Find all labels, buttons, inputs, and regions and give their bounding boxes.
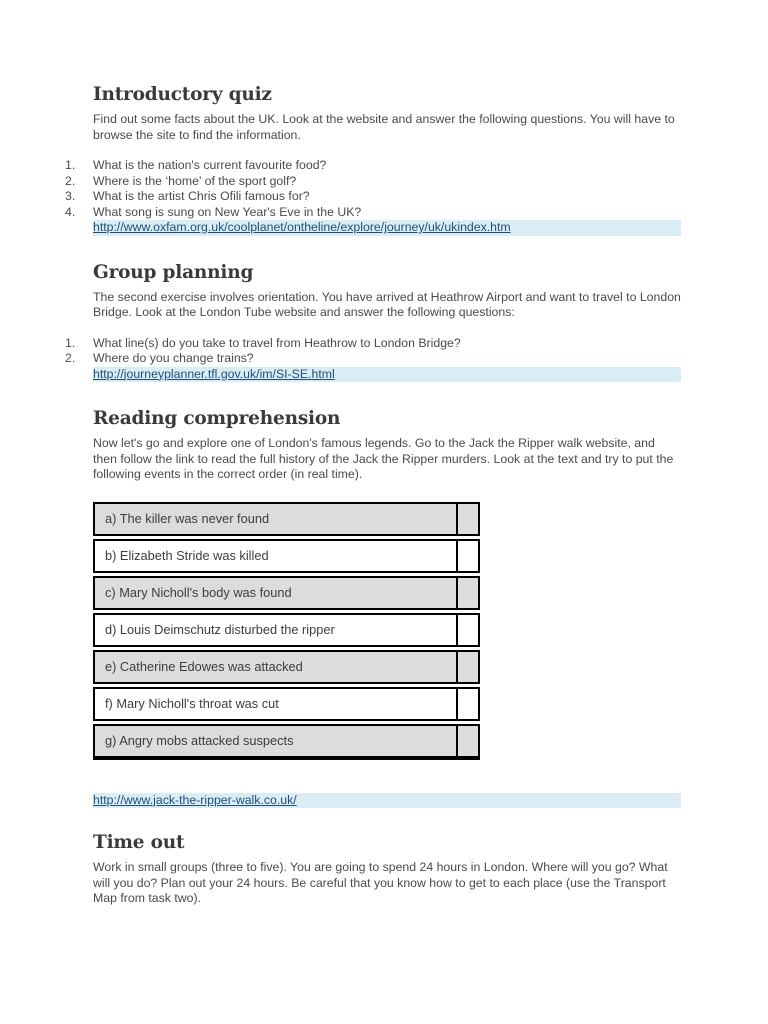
events-order-table bbox=[93, 502, 480, 760]
answer-cell bbox=[458, 615, 478, 645]
answer-cell bbox=[458, 726, 478, 756]
table-row bbox=[93, 539, 480, 573]
section-heading-introductory-quiz: Introductory quiz bbox=[93, 84, 272, 105]
answer-cell bbox=[458, 652, 478, 682]
list-item: What song is sung on New Year's Eve in the UK? bbox=[93, 204, 362, 219]
reading-comprehension-paragraph: Now let's go and explore one of London's famous legends. Go to the Jack the Ripper walk website, and then follow the link to read the full history of the Jack the Ripper murders. Look at the text and try to put the following events in the correct order (in real time). bbox=[93, 436, 674, 481]
link-jack-the-ripper-walk[interactable]: http://www.jack-the-ripper-walk.co.uk/ bbox=[93, 793, 681, 809]
table-row bbox=[93, 613, 480, 647]
event-label: b) Elizabeth Stride was killed bbox=[95, 541, 458, 571]
list-item: What is the artist Chris Ofili famous for? bbox=[93, 189, 310, 203]
list-item: Where do you change trains? bbox=[93, 351, 254, 365]
list-item: What is the nation's current favourite food? bbox=[93, 158, 327, 172]
section-heading-group-planning: Group planning bbox=[93, 261, 254, 283]
link-tfl-journeyplanner[interactable]: http://journeyplanner.tfl.gov.uk/im/SI-SE.html bbox=[93, 367, 681, 383]
table-row bbox=[93, 724, 480, 760]
group-planning-question-list bbox=[93, 336, 681, 367]
link-oxfam-uk-index[interactable]: http://www.oxfam.org.uk/coolplanet/ontheline/explore/journey/uk/ukindex.htm bbox=[93, 220, 681, 236]
answer-cell bbox=[458, 504, 478, 534]
event-label: c) Mary Nicholl's body was found bbox=[95, 578, 458, 608]
event-label: g) Angry mobs attacked suspects bbox=[95, 726, 458, 756]
document-content bbox=[93, 84, 681, 907]
event-label: f) Mary Nicholl's throat was cut bbox=[95, 689, 458, 719]
table-row bbox=[93, 687, 480, 721]
answer-cell bbox=[458, 578, 478, 608]
list-item: Where is the ‘home’ of the sport golf? bbox=[93, 173, 297, 188]
event-label: a) The killer was never found bbox=[95, 504, 458, 534]
table-row bbox=[93, 576, 480, 610]
answer-cell bbox=[458, 541, 478, 571]
event-label: e) Catherine Edowes was attacked bbox=[95, 652, 458, 682]
time-out-paragraph: Work in small groups (three to five). You are going to spend 24 hours in London. Where will you go? What will you do? Plan out your 24 hours. Be careful that you know how to get to each place (use the Transport Map from task two). bbox=[93, 860, 668, 905]
event-label: d) Louis Deimschutz disturbed the ripper bbox=[95, 615, 458, 645]
section-heading-reading-comprehension: Reading comprehension bbox=[93, 408, 341, 429]
table-row bbox=[93, 650, 480, 684]
section-heading-time-out: Time out bbox=[93, 832, 185, 853]
intro-question-list bbox=[93, 158, 681, 220]
group-planning-paragraph: The second exercise involves orientation. You have arrived at Heathrow Airport and want to travel to London Bridge. Look at the London Tube website and answer the following questions: bbox=[93, 289, 681, 319]
list-item: What line(s) do you take to travel from Heathrow to London Bridge? bbox=[93, 335, 461, 350]
answer-cell bbox=[458, 689, 478, 719]
intro-paragraph: Find out some facts about the UK. Look at the website and answer the following questions. You will have to browse the site to find the information. bbox=[93, 112, 675, 142]
table-row bbox=[93, 502, 480, 536]
